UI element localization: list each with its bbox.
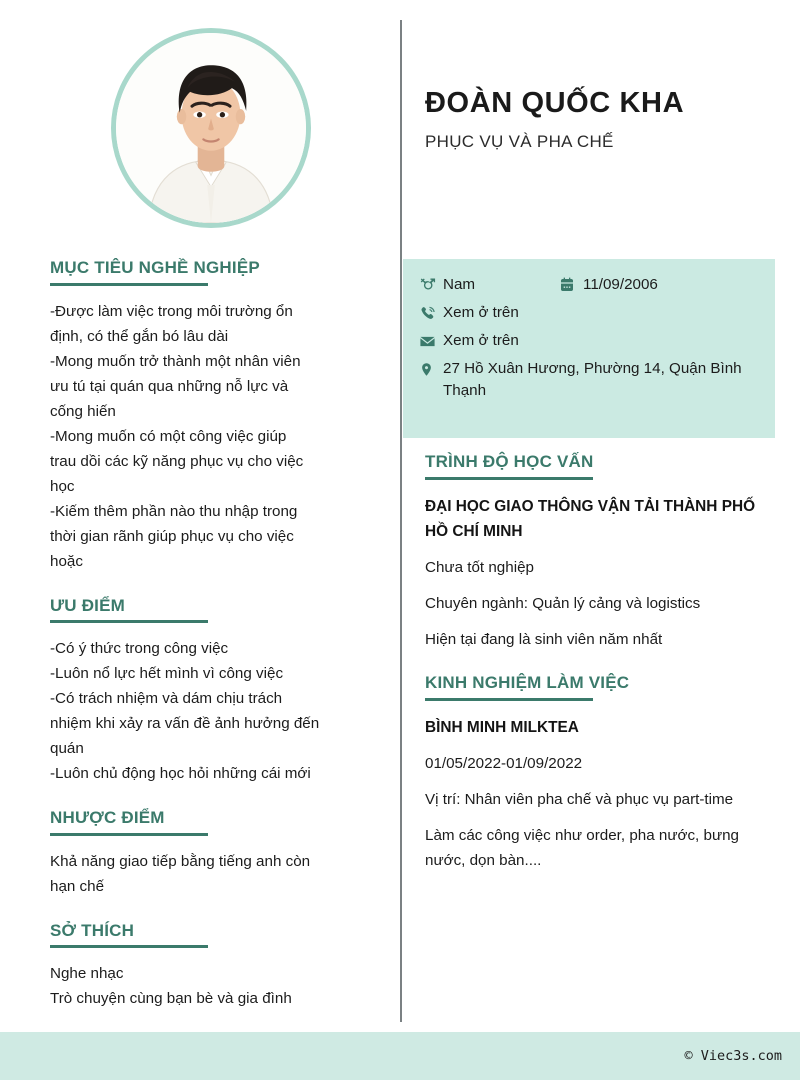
email-value: Xem ở trên <box>443 332 519 349</box>
heading-underline <box>50 945 208 948</box>
section-heading-experience: KINH NGHIỆM LÀM VIỆC <box>425 673 630 692</box>
text-line: Khả năng giao tiếp bằng tiếng anh còn <box>50 852 311 870</box>
text-line: -Kiếm thêm phần nào thu nhập trong <box>50 502 298 520</box>
heading-underline <box>425 698 593 701</box>
text-line: học <box>50 477 75 495</box>
education-school: ĐẠI HỌC GIAO THÔNG VẬN TẢI THÀNH PHỐ HỒ CHÍ MINH <box>425 497 756 540</box>
education-note: Hiện tại đang là sinh viên năm nhất <box>425 630 663 648</box>
job-title: PHỤC VỤ VÀ PHA CHẾ <box>425 131 614 151</box>
page-title: ĐOÀN QUỐC KHA <box>425 87 685 119</box>
education-status: Chưa tốt nghiệp <box>425 558 534 576</box>
section-hobbies <box>50 921 372 1012</box>
text-line: -Mong muốn có một công việc giúp <box>50 427 287 445</box>
experience-position: Vị trí: Nhân viên pha chế và phục vụ part-time <box>425 790 734 808</box>
experience-period: 01/05/2022-01/09/2022 <box>425 754 583 772</box>
hobbies-body <box>50 961 372 1011</box>
section-weaknesses <box>50 808 372 899</box>
text-line: định, có thể gắn bó lâu dài <box>50 327 229 345</box>
text-line: -Luôn chủ động học hỏi những cái mới <box>50 765 311 783</box>
section-objective <box>50 258 372 574</box>
heading-underline <box>425 477 593 480</box>
weaknesses-body <box>50 849 372 899</box>
section-heading-education: TRÌNH ĐỘ HỌC VẤN <box>425 452 594 471</box>
text-line: hạn chế <box>50 877 105 895</box>
education-major: Chuyên ngành: Quản lý cảng và logistics <box>425 594 701 612</box>
portrait-photo-icon <box>116 33 306 223</box>
contact-card <box>403 259 775 438</box>
contact-email <box>419 329 519 352</box>
experience-company: BÌNH MINH MILKTEA <box>425 718 579 736</box>
text-line: -Luôn nổ lực hết mình vì công việc <box>50 665 284 683</box>
text-line: cống hiến <box>50 402 116 420</box>
experience-duties: Làm các công việc như order, pha nước, bưng nước, dọn bàn.... <box>425 826 740 869</box>
birthday-value: 11/09/2006 <box>583 276 658 293</box>
section-heading-weaknesses: NHƯỢC ĐIỂM <box>50 808 165 828</box>
footer-credit: © Viec3s.com <box>684 1048 782 1064</box>
section-heading-hobbies: SỞ THÍCH <box>50 920 135 940</box>
text-line: ưu tú tại quán qua những nỗ lực và <box>50 377 289 395</box>
text-line: -Được làm việc trong môi trường ổn <box>50 302 293 320</box>
name-block <box>403 0 800 152</box>
phone-value: Xem ở trên <box>443 304 519 321</box>
heading-underline <box>50 283 208 286</box>
heading-underline <box>50 833 208 836</box>
gender-value: Nam <box>443 276 476 293</box>
right-column <box>403 0 800 1022</box>
avatar <box>111 28 311 228</box>
text-line: -Có ý thức trong công việc <box>50 640 229 658</box>
text-line: Trò chuyện cùng bạn bè và gia đình <box>50 990 292 1008</box>
footer-bar <box>0 1032 800 1080</box>
location-pin-icon <box>419 357 443 379</box>
objective-body <box>50 299 372 574</box>
contact-row-address <box>419 357 759 402</box>
email-icon <box>419 329 443 351</box>
contact-gender <box>419 273 559 296</box>
contact-address <box>419 357 759 402</box>
text-line: nhiệm khi xảy ra vấn đề ảnh hưởng đến <box>50 715 320 733</box>
strengths-body <box>50 636 372 786</box>
text-line: hoặc <box>50 552 83 570</box>
address-value: 27 Hồ Xuân Hương, Phường 14, Quận Bình Thạnh <box>443 360 742 399</box>
contact-phone <box>419 301 519 324</box>
section-strengths <box>50 596 372 787</box>
section-experience <box>425 673 775 873</box>
heading-underline <box>50 620 208 623</box>
text-line: -Có trách nhiệm và dám chịu trách <box>50 690 283 708</box>
gender-icon <box>419 273 443 295</box>
contact-row-phone <box>419 301 759 324</box>
text-line: trau dồi các kỹ năng phục vụ cho việc <box>50 452 304 470</box>
contact-birthday <box>559 273 658 296</box>
phone-icon <box>419 301 443 323</box>
text-line: quán <box>50 740 84 758</box>
section-education <box>425 452 775 652</box>
section-heading-objective: MỤC TIÊU NGHỀ NGHIỆP <box>50 258 260 277</box>
left-column <box>0 0 400 1022</box>
text-line: Nghe nhạc <box>50 965 124 983</box>
column-divider <box>400 20 402 1022</box>
calendar-icon <box>559 273 583 295</box>
text-line: thời gian rãnh giúp phục vụ cho việc <box>50 527 294 545</box>
contact-row-gender-birthday <box>419 273 759 296</box>
section-heading-strengths: ƯU ĐIỂM <box>50 595 126 615</box>
contact-row-email <box>419 329 759 352</box>
text-line: -Mong muốn trở thành một nhân viên <box>50 352 301 370</box>
